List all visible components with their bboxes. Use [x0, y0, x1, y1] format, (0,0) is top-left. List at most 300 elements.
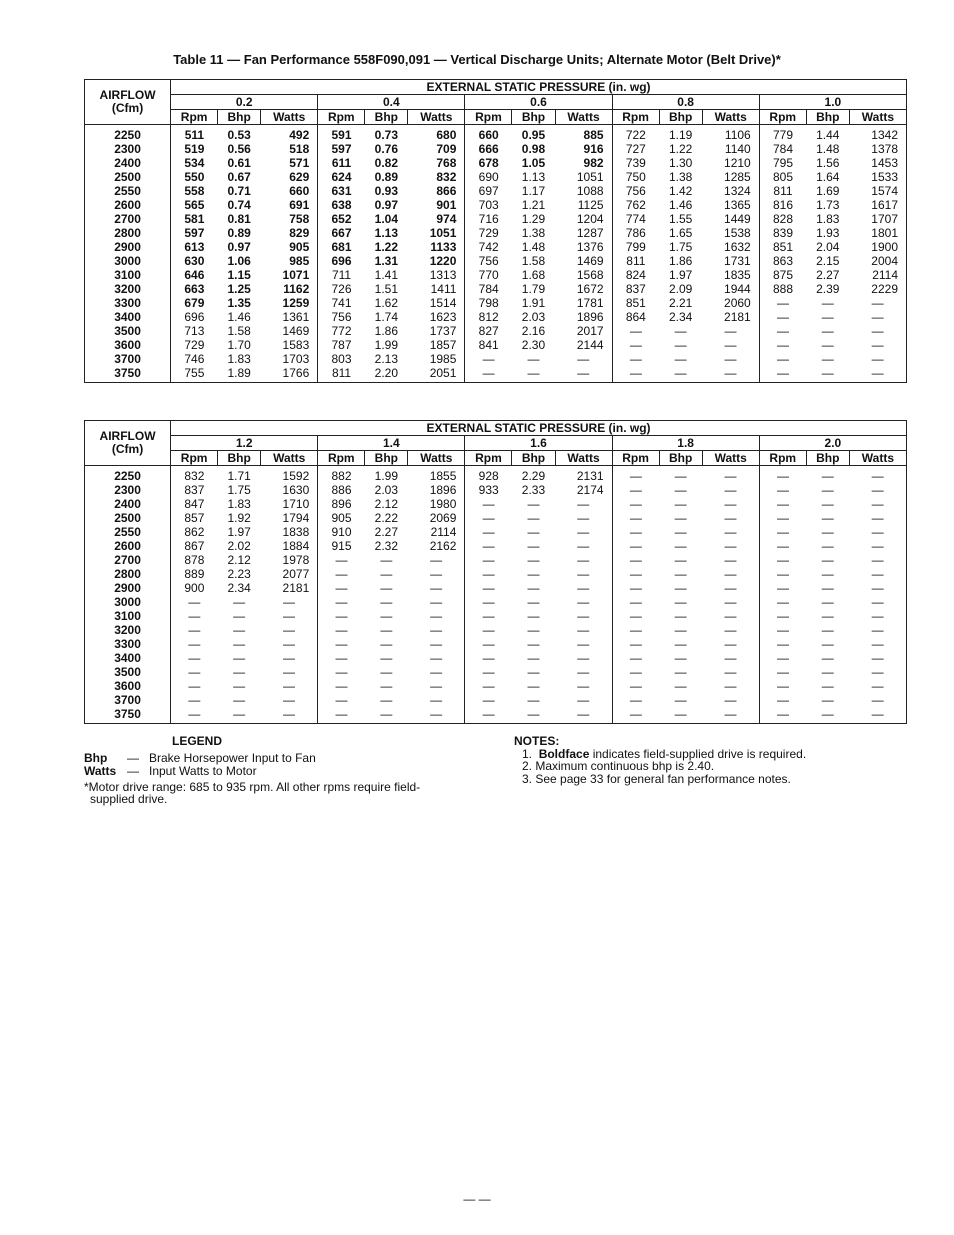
- column-header: Bhp: [659, 451, 702, 466]
- data-cell: 611: [318, 156, 365, 170]
- data-cell: 805: [759, 170, 806, 184]
- data-cell: —: [724, 594, 737, 609]
- data-cell: 857: [171, 511, 218, 525]
- data-cell: 1838: [282, 524, 310, 539]
- data-cell: 755: [171, 366, 218, 383]
- data-cell: —: [674, 337, 687, 352]
- data-cell: —: [674, 566, 687, 581]
- table-row: [85, 525, 907, 539]
- data-cell: —: [318, 665, 365, 679]
- data-cell: 1568: [576, 267, 604, 282]
- data-cell: —: [871, 664, 884, 679]
- data-cell: —: [759, 525, 806, 539]
- airflow-cell: 3700: [85, 352, 171, 366]
- data-cell: —: [724, 580, 737, 595]
- column-header: Watts: [849, 110, 906, 125]
- airflow-cell: 3100: [85, 268, 171, 282]
- data-cell: —: [318, 567, 365, 581]
- data-cell: —: [465, 609, 512, 623]
- data-cell: 2051: [429, 365, 457, 380]
- page-number: — —: [463, 1192, 491, 1206]
- table-row: [85, 310, 907, 324]
- data-cell: —: [282, 664, 295, 679]
- data-cell: —: [612, 623, 659, 637]
- data-cell: 1.75: [227, 482, 251, 497]
- data-cell: —: [821, 482, 834, 497]
- data-cell: 1324: [724, 183, 751, 198]
- data-cell: —: [465, 581, 512, 595]
- data-cell: 0.82: [374, 155, 398, 170]
- data-cell: 1210: [724, 155, 751, 170]
- data-cell: —: [527, 650, 540, 665]
- data-cell: —: [465, 693, 512, 707]
- airflow-cell: 2700: [85, 212, 171, 226]
- data-cell: —: [577, 510, 590, 525]
- data-cell: —: [871, 496, 884, 511]
- data-cell: —: [724, 552, 737, 567]
- data-cell: 716: [465, 212, 512, 226]
- data-cell: —: [430, 622, 443, 637]
- data-cell: 0.97: [374, 197, 398, 212]
- data-cell: 631: [318, 184, 365, 198]
- column-header: Bhp: [806, 451, 849, 466]
- data-cell: 0.53: [227, 127, 251, 142]
- data-cell: 1.19: [668, 127, 693, 142]
- data-cell: —: [171, 595, 218, 609]
- data-cell: —: [821, 496, 834, 511]
- table-row: [85, 184, 907, 198]
- data-cell: —: [233, 594, 246, 609]
- data-cell: —: [821, 692, 834, 707]
- data-cell: —: [282, 608, 295, 623]
- data-cell: 1855: [429, 468, 457, 483]
- data-cell: 896: [318, 497, 365, 511]
- data-cell: —: [821, 594, 834, 609]
- data-cell: —: [465, 366, 512, 383]
- data-cell: 756: [465, 254, 512, 268]
- data-cell: 1985: [429, 351, 457, 366]
- column-header: Watts: [702, 110, 759, 125]
- data-cell: 0.98: [521, 141, 546, 156]
- airflow-cell: 2400: [85, 156, 171, 170]
- table-row: [85, 212, 907, 226]
- table-row: [85, 240, 907, 254]
- data-cell: —: [430, 678, 443, 693]
- data-cell: 1.86: [374, 323, 398, 338]
- airflow-cell: 3300: [85, 296, 171, 310]
- column-header: Bhp: [365, 110, 408, 125]
- data-cell: —: [724, 510, 737, 525]
- data-cell: 1.70: [227, 337, 251, 352]
- data-cell: 1.38: [668, 169, 693, 184]
- data-cell: —: [724, 636, 737, 651]
- data-cell: —: [527, 594, 540, 609]
- table-row: [85, 707, 907, 724]
- data-cell: 1980: [429, 496, 457, 511]
- data-cell: —: [724, 524, 737, 539]
- data-cell: 1514: [429, 295, 457, 310]
- data-cell: —: [612, 693, 659, 707]
- data-cell: 1453: [871, 155, 898, 170]
- data-cell: —: [612, 483, 659, 497]
- data-cell: —: [282, 622, 295, 637]
- data-cell: 803: [318, 352, 365, 366]
- data-cell: —: [430, 608, 443, 623]
- airflow-cell: 2900: [85, 581, 171, 595]
- data-cell: —: [577, 594, 590, 609]
- data-cell: 851: [759, 240, 806, 254]
- data-cell: 1.86: [668, 253, 693, 268]
- pressure-header: 0.4: [318, 95, 465, 110]
- table-row: [85, 142, 907, 156]
- data-cell: —: [612, 595, 659, 609]
- data-cell: 772: [318, 324, 365, 338]
- table-row: [85, 651, 907, 665]
- data-cell: —: [759, 338, 806, 352]
- airflow-cell: 2300: [85, 142, 171, 156]
- data-cell: —: [171, 609, 218, 623]
- data-cell: —: [612, 366, 659, 383]
- data-cell: —: [612, 352, 659, 366]
- data-cell: —: [674, 538, 687, 553]
- motor-footnote: *Motor drive range: 685 to 935 rpm. All other rpms require field- supplied drive.: [84, 780, 421, 806]
- data-cell: 746: [171, 352, 218, 366]
- data-cell: —: [527, 664, 540, 679]
- data-cell: 666: [465, 142, 512, 156]
- data-cell: 1071: [282, 267, 310, 282]
- airflow-cell: 3500: [85, 324, 171, 338]
- data-cell: 681: [318, 240, 365, 254]
- data-cell: —: [612, 539, 659, 553]
- data-cell: 0.73: [374, 127, 398, 142]
- data-cell: 1.44: [816, 127, 840, 142]
- data-cell: 1703: [282, 351, 310, 366]
- data-cell: —: [871, 309, 884, 324]
- airflow-cell: 2550: [85, 525, 171, 539]
- data-cell: 1538: [724, 225, 751, 240]
- data-cell: 741: [318, 296, 365, 310]
- data-cell: —: [871, 468, 884, 483]
- column-header: Bhp: [365, 451, 408, 466]
- data-cell: —: [759, 296, 806, 310]
- data-cell: 1287: [576, 225, 604, 240]
- data-cell: —: [577, 622, 590, 637]
- data-cell: 750: [612, 170, 659, 184]
- data-cell: —: [674, 580, 687, 595]
- data-cell: —: [821, 622, 834, 637]
- data-cell: 1376: [576, 239, 604, 254]
- data-cell: —: [318, 553, 365, 567]
- data-cell: —: [430, 594, 443, 609]
- table-row: [85, 198, 907, 212]
- column-header: Watts: [702, 451, 759, 466]
- data-cell: 680: [436, 127, 457, 142]
- column-header: Bhp: [512, 110, 555, 125]
- table-row: [85, 609, 907, 623]
- data-cell: —: [318, 637, 365, 651]
- data-cell: 1794: [282, 510, 310, 525]
- data-cell: —: [821, 664, 834, 679]
- data-cell: 0.93: [374, 183, 398, 198]
- data-cell: —: [318, 609, 365, 623]
- column-header: Rpm: [612, 110, 659, 125]
- data-cell: 837: [612, 282, 659, 296]
- data-cell: 901: [436, 197, 457, 212]
- data-cell: —: [527, 510, 540, 525]
- data-cell: —: [612, 679, 659, 693]
- data-cell: —: [821, 678, 834, 693]
- data-cell: —: [871, 678, 884, 693]
- pressure-header: 0.6: [465, 95, 612, 110]
- data-cell: 1259: [282, 295, 310, 310]
- airflow-cell: 3000: [85, 254, 171, 268]
- data-cell: —: [724, 468, 737, 483]
- data-cell: 652: [318, 212, 365, 226]
- data-cell: 1.99: [374, 468, 398, 483]
- data-cell: —: [821, 351, 834, 366]
- column-header: Watts: [408, 110, 465, 125]
- data-cell: 837: [171, 483, 218, 497]
- data-cell: 824: [612, 268, 659, 282]
- data-cell: 581: [171, 212, 218, 226]
- data-cell: 839: [759, 226, 806, 240]
- data-cell: 2.34: [227, 580, 251, 595]
- airflow-cell: 2800: [85, 567, 171, 581]
- data-cell: 2.13: [374, 351, 398, 366]
- data-cell: —: [380, 608, 393, 623]
- data-cell: 2.32: [374, 538, 398, 553]
- data-cell: 866: [436, 183, 457, 198]
- data-cell: —: [527, 538, 540, 553]
- data-cell: 1.13: [521, 169, 546, 184]
- data-cell: 1.74: [374, 309, 398, 324]
- data-cell: —: [674, 608, 687, 623]
- fan-performance-table-2: [84, 420, 907, 724]
- data-cell: —: [821, 524, 834, 539]
- data-cell: 1.42: [668, 183, 693, 198]
- data-cell: —: [871, 566, 884, 581]
- data-cell: 878: [171, 553, 218, 567]
- data-cell: —: [674, 524, 687, 539]
- data-cell: 1.25: [227, 281, 251, 296]
- data-cell: —: [171, 623, 218, 637]
- data-cell: 0.95: [521, 127, 546, 142]
- table-row: [85, 637, 907, 651]
- data-cell: 1900: [871, 239, 898, 254]
- data-cell: 827: [465, 324, 512, 338]
- data-cell: 812: [465, 310, 512, 324]
- data-cell: 2.30: [521, 337, 546, 352]
- data-cell: —: [612, 637, 659, 651]
- data-cell: 1125: [577, 197, 604, 212]
- data-cell: 847: [171, 497, 218, 511]
- data-cell: 1342: [871, 127, 898, 142]
- data-cell: 985: [289, 253, 310, 268]
- data-cell: 1051: [576, 169, 604, 184]
- data-cell: —: [821, 706, 834, 721]
- data-cell: —: [527, 351, 540, 366]
- data-cell: —: [233, 678, 246, 693]
- data-cell: —: [821, 580, 834, 595]
- data-cell: —: [465, 352, 512, 366]
- data-cell: —: [577, 538, 590, 553]
- column-header: Rpm: [612, 451, 659, 466]
- data-cell: —: [759, 553, 806, 567]
- data-cell: 1.31: [374, 253, 398, 268]
- data-cell: —: [527, 608, 540, 623]
- data-cell: —: [577, 608, 590, 623]
- airflow-cell: 3300: [85, 637, 171, 651]
- data-cell: 1583: [282, 337, 310, 352]
- data-cell: —: [821, 365, 834, 380]
- note-1: 1. Boldface indicates field-supplied drive is required.: [522, 747, 807, 761]
- data-cell: 660: [289, 183, 310, 198]
- data-cell: —: [380, 650, 393, 665]
- data-cell: 1162: [283, 281, 310, 296]
- data-cell: —: [233, 664, 246, 679]
- data-cell: 1285: [724, 169, 751, 184]
- data-cell: —: [612, 525, 659, 539]
- airflow-cell: 3000: [85, 595, 171, 609]
- airflow-cell: 3100: [85, 609, 171, 623]
- data-cell: 1896: [576, 309, 604, 324]
- data-cell: —: [465, 497, 512, 511]
- data-cell: —: [724, 365, 737, 380]
- data-cell: 2069: [429, 510, 457, 525]
- airflow-header: AIRFLOW (Cfm): [85, 80, 171, 125]
- data-cell: 1.48: [521, 239, 546, 254]
- data-cell: 0.89: [374, 169, 398, 184]
- airflow-cell: 3600: [85, 338, 171, 352]
- data-cell: 2114: [872, 267, 898, 282]
- data-cell: —: [724, 496, 737, 511]
- data-cell: —: [821, 538, 834, 553]
- data-cell: 1.55: [668, 211, 693, 226]
- fan-performance-table-1: [84, 79, 907, 383]
- data-cell: 1.64: [816, 169, 840, 184]
- data-cell: —: [759, 352, 806, 366]
- data-cell: —: [577, 524, 590, 539]
- data-cell: —: [612, 651, 659, 665]
- column-header: Bhp: [659, 110, 702, 125]
- table-row: [85, 581, 907, 595]
- data-cell: 1361: [282, 309, 310, 324]
- data-cell: 696: [171, 310, 218, 324]
- data-cell: 2.33: [521, 482, 546, 497]
- pressure-header: 0.8: [612, 95, 759, 110]
- data-cell: 832: [436, 169, 457, 184]
- data-cell: —: [674, 636, 687, 651]
- data-cell: 1204: [576, 211, 604, 226]
- data-cell: —: [465, 665, 512, 679]
- data-cell: 774: [612, 212, 659, 226]
- data-cell: 613: [171, 240, 218, 254]
- data-cell: 1801: [871, 225, 898, 240]
- data-cell: 2.20: [374, 365, 398, 380]
- data-cell: 1.73: [816, 197, 840, 212]
- data-cell: 492: [289, 127, 310, 142]
- data-cell: —: [577, 636, 590, 651]
- data-cell: 1313: [429, 267, 457, 282]
- data-cell: —: [612, 324, 659, 338]
- data-cell: 624: [318, 170, 365, 184]
- data-cell: 660: [465, 125, 512, 143]
- data-cell: —: [759, 324, 806, 338]
- column-header: Bhp: [806, 110, 849, 125]
- data-cell: 1469: [576, 253, 604, 268]
- data-cell: —: [527, 636, 540, 651]
- data-cell: 518: [289, 141, 310, 156]
- data-cell: 2.03: [521, 309, 546, 324]
- data-cell: 2114: [430, 524, 457, 539]
- data-cell: 534: [171, 156, 218, 170]
- data-cell: 1.51: [374, 281, 398, 296]
- data-cell: —: [577, 678, 590, 693]
- data-cell: 2.22: [374, 510, 398, 525]
- data-cell: —: [282, 594, 295, 609]
- data-cell: —: [380, 566, 393, 581]
- data-cell: 1.17: [521, 183, 546, 198]
- data-cell: 799: [612, 240, 659, 254]
- data-cell: 1088: [576, 183, 604, 198]
- data-cell: —: [871, 594, 884, 609]
- data-cell: —: [527, 566, 540, 581]
- data-cell: 2077: [282, 566, 310, 581]
- airflow-cell: 2600: [85, 198, 171, 212]
- airflow-cell: 2600: [85, 539, 171, 553]
- data-cell: —: [759, 679, 806, 693]
- data-cell: —: [612, 338, 659, 352]
- data-cell: 667: [318, 226, 365, 240]
- data-cell: 795: [759, 156, 806, 170]
- pressure-header: 1.0: [759, 95, 906, 110]
- data-cell: 2.12: [227, 552, 251, 567]
- data-cell: 1781: [576, 295, 604, 310]
- data-cell: 1365: [724, 197, 751, 212]
- data-cell: —: [871, 650, 884, 665]
- data-cell: 0.74: [227, 197, 251, 212]
- data-cell: 784: [465, 282, 512, 296]
- data-cell: 816: [759, 198, 806, 212]
- column-header: Watts: [849, 451, 906, 466]
- data-cell: —: [527, 496, 540, 511]
- data-cell: —: [577, 664, 590, 679]
- data-cell: —: [380, 678, 393, 693]
- data-cell: —: [465, 637, 512, 651]
- data-cell: 1.93: [816, 225, 840, 240]
- data-cell: —: [871, 706, 884, 721]
- data-cell: 678: [465, 156, 512, 170]
- data-cell: 1.89: [227, 365, 251, 380]
- data-cell: —: [759, 595, 806, 609]
- data-cell: 982: [583, 155, 604, 170]
- data-cell: 811: [318, 366, 365, 383]
- data-cell: —: [465, 567, 512, 581]
- data-cell: 1.46: [227, 309, 251, 324]
- esp-header: EXTERNAL STATIC PRESSURE (in. wg): [171, 80, 907, 95]
- data-cell: 2.09: [668, 281, 693, 296]
- data-cell: 786: [612, 226, 659, 240]
- data-cell: 663: [171, 282, 218, 296]
- data-cell: 558: [171, 184, 218, 198]
- data-cell: —: [612, 553, 659, 567]
- data-cell: —: [759, 693, 806, 707]
- data-cell: 1.05: [521, 155, 546, 170]
- data-cell: —: [759, 609, 806, 623]
- table-row: [85, 366, 907, 383]
- data-cell: 629: [289, 169, 310, 184]
- data-cell: —: [318, 595, 365, 609]
